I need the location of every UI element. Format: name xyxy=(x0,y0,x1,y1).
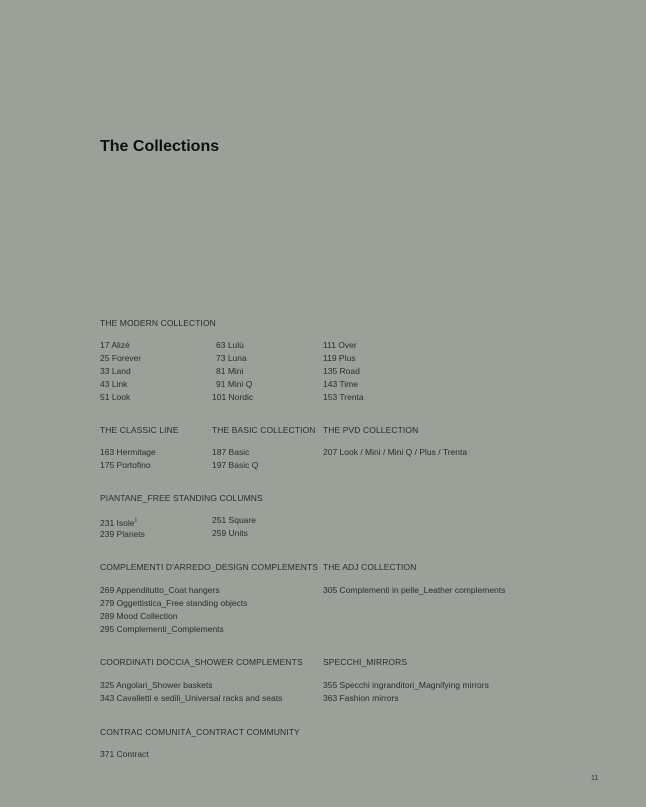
list-item: 363 Fashion mirrors xyxy=(323,693,399,703)
list-item: 269 Appenditutto_Coat hangers xyxy=(100,585,220,595)
list-item: 101 Nordic xyxy=(212,392,254,402)
list-item: 43 Link xyxy=(100,379,128,389)
list-item: 343 Cavalletti e sedili_Universal racks and seats xyxy=(100,693,283,703)
list-item: 33 Land xyxy=(100,366,131,376)
list-item: 91 Mini Q xyxy=(216,379,253,389)
page-number: 11 xyxy=(591,775,599,782)
section-heading-modern: THE MODERN COLLECTION xyxy=(100,318,216,328)
list-item: 25 Forever xyxy=(100,353,142,363)
section-heading-adj: THE ADJ COLLECTION xyxy=(323,562,417,572)
list-item: 119 Plus xyxy=(323,353,356,363)
section-heading-contract: CONTRAC COMUNITÀ_CONTRACT COMMUNITY xyxy=(100,727,300,737)
list-item: 17 Alizé xyxy=(100,340,130,350)
section-heading-classic: THE CLASSIC LINE xyxy=(100,425,179,435)
list-item: 371 Contract xyxy=(100,749,149,759)
list-item: 259 Units xyxy=(212,528,248,538)
list-item-label: 231 Isole xyxy=(100,517,135,528)
section-heading-pvd: THE PVD COLLECTION xyxy=(323,425,419,435)
list-item: 81 Mini xyxy=(216,366,244,376)
list-item: 239 Planets xyxy=(100,529,145,539)
section-heading-basic: THE BASIC COLLECTION xyxy=(212,425,316,435)
list-item: 153 Trenta xyxy=(323,392,364,402)
list-item: 187 Basic xyxy=(212,447,250,457)
list-item: 251 Square xyxy=(212,515,256,525)
list-item: 175 Portofino xyxy=(100,460,151,470)
list-item: 207 Look / Mini / Mini Q / Plus / Trenta xyxy=(323,447,468,457)
list-item: 143 Time xyxy=(323,379,358,389)
list-item: 295 Complementi_Complements xyxy=(100,624,224,634)
section-heading-coordinati: COORDINATI DOCCIA_SHOWER COMPLEMENTS xyxy=(100,657,303,667)
list-item: 73 Luna xyxy=(216,353,247,363)
list-item: 135 Road xyxy=(323,366,360,376)
section-heading-specchi: SPECCHI_MIRRORS xyxy=(323,657,408,667)
list-item: 305 Complementi in pelle_Leather complements xyxy=(323,585,506,595)
list-item: 325 Angolari_Shower baskets xyxy=(100,680,213,690)
list-item: 279 Oggettistica_Free standing objects xyxy=(100,598,248,608)
footnote-marker: 1 xyxy=(134,518,138,524)
list-item: 197 Basic Q xyxy=(212,460,259,470)
section-heading-complementi: COMPLEMENTI D'ARREDO_DESIGN COMPLEMENTS xyxy=(100,562,319,572)
list-item: 51 Look xyxy=(100,392,131,402)
list-item: 63 Lulù xyxy=(216,340,244,350)
page-title: The Collections xyxy=(100,138,220,155)
list-item: 111 Over xyxy=(323,340,357,350)
list-item: 163 Hermitage xyxy=(100,447,156,457)
list-item xyxy=(100,516,137,529)
section-heading-piantane: PIANTANE_FREE STANDING COLUMNS xyxy=(100,493,263,503)
list-item: 289 Mood Collection xyxy=(100,611,178,621)
list-item: 355 Specchi ingranditori_Magnifying mirrors xyxy=(323,680,489,690)
